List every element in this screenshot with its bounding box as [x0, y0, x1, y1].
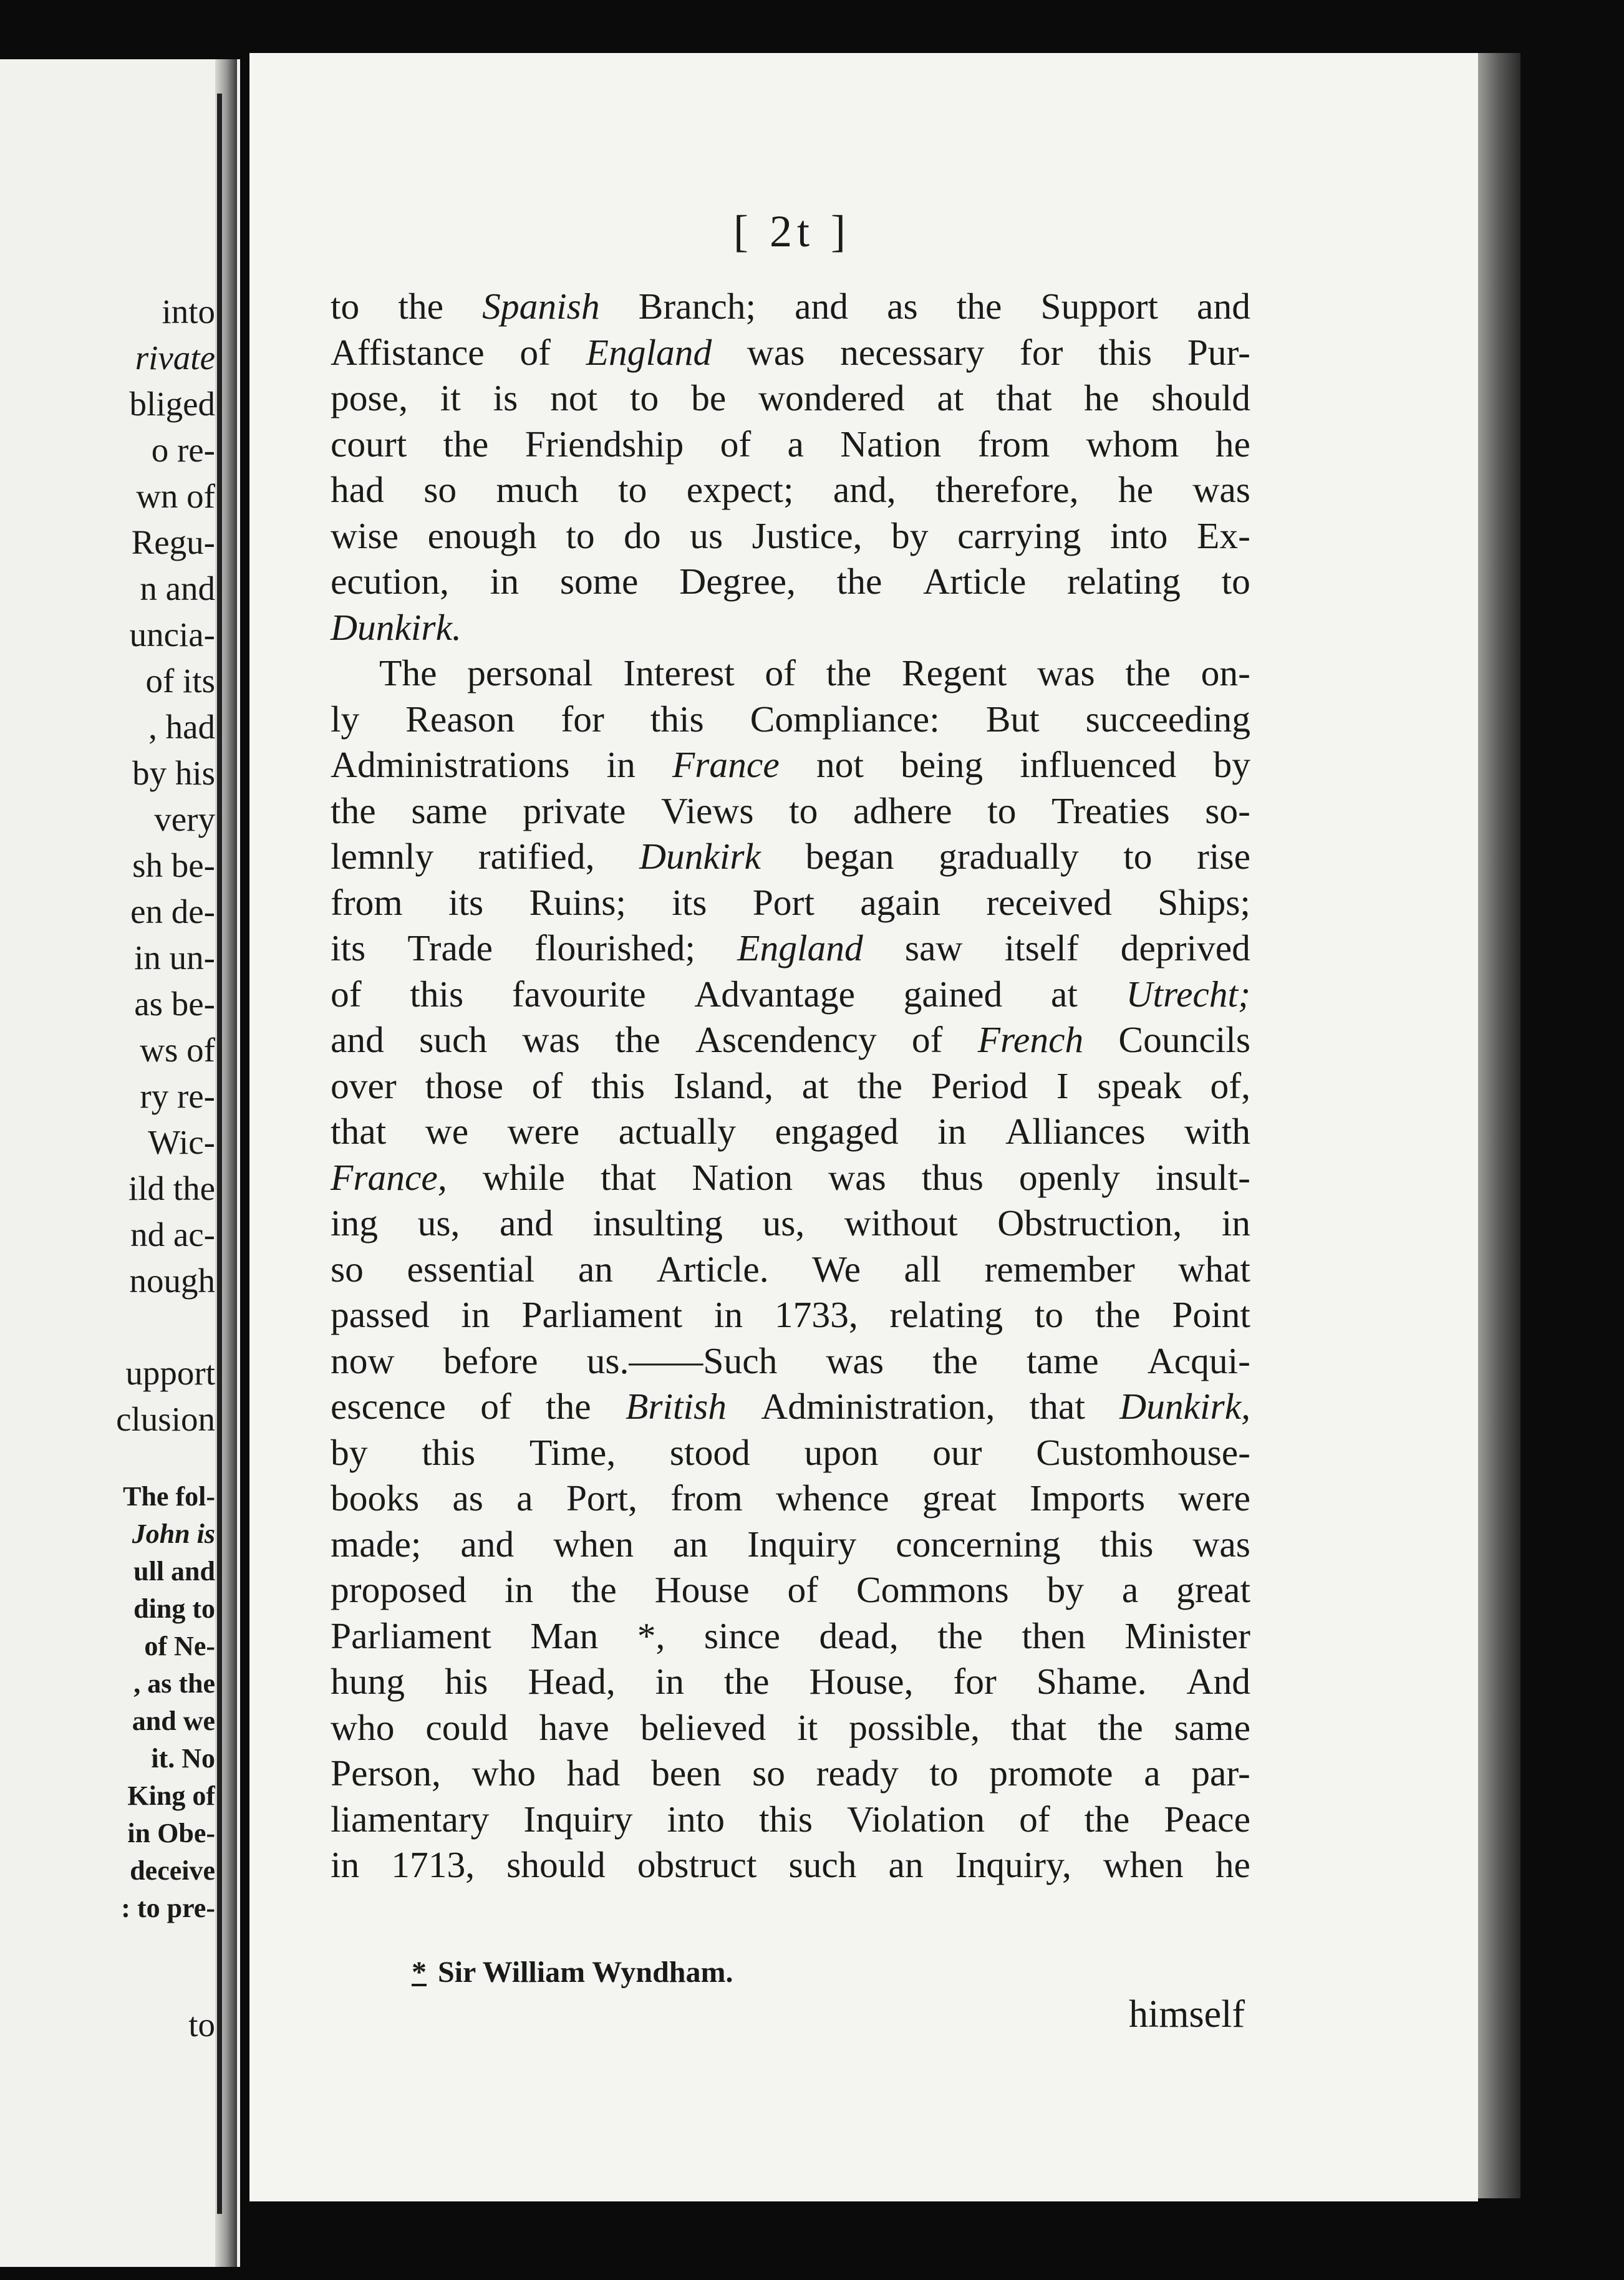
left-page-line: bliged — [129, 385, 215, 423]
left-page-line: n and — [140, 569, 215, 607]
left-page-line: uncia- — [129, 616, 215, 654]
text-line: lemnly ratified, Dunkirk began gradually to rise — [331, 836, 1250, 877]
body-text — [331, 284, 1250, 1888]
text-line: Parliament Man *, since dead, the then Minister — [331, 1615, 1250, 1656]
text-line: now before us.——Such was the tame Acqui- — [331, 1340, 1250, 1381]
text-line: wise enough to do us Justice, by carrying into Ex- — [331, 514, 1250, 556]
left-footnote-line: John is — [132, 1519, 215, 1549]
left-footnote-line: King of — [127, 1780, 215, 1811]
text-line: to the Spanish Branch; and as the Support and — [331, 286, 1250, 327]
left-page-line: nough — [129, 1262, 215, 1300]
text-line: court the Friendship of a Nation from whom he — [331, 423, 1250, 465]
text-line: by this Time, stood upon our Customhouse- — [331, 1431, 1250, 1473]
text-line: that we were actually engaged in Alliances with — [331, 1111, 1250, 1152]
left-page-line: Wic- — [148, 1123, 215, 1161]
text-line: ing us, and insulting us, without Obstruction, in — [331, 1202, 1250, 1244]
text-line: liamentary Inquiry into this Violation of the Peace — [331, 1798, 1250, 1840]
left-page-line: of its — [145, 662, 215, 700]
text-line: so essential an Article. We all remember what — [331, 1248, 1250, 1290]
text-line: ecution, in some Degree, the Article relating to — [331, 561, 1250, 602]
left-footnote-line: ull and — [133, 1556, 215, 1587]
left-footnote-line: of Ne- — [144, 1631, 215, 1661]
text-line: passed in Parliament in 1733, relating to the Point — [331, 1294, 1250, 1335]
text-line: its Trade flourished; England saw itself deprived — [331, 927, 1250, 969]
left-catchword: to — [188, 2006, 215, 2044]
text-line: France, while that Nation was thus openly insult- — [331, 1156, 1250, 1198]
footnote-mark: * — [412, 1956, 427, 1989]
left-page-line: ild the — [128, 1169, 215, 1207]
text-line: of this favourite Advantage gained at Utrecht; — [331, 973, 1250, 1015]
left-page-line: en de- — [130, 892, 215, 930]
text-line: the same private Views to adhere to Treaties so- — [331, 790, 1250, 831]
left-page-line: sh be- — [132, 846, 215, 884]
text-line: hung his Head, in the House, for Shame. And — [331, 1661, 1250, 1702]
left-footnote-line: it. No — [151, 1743, 215, 1774]
left-page-line: ry re- — [140, 1077, 215, 1115]
left-page-line: , had — [148, 708, 215, 746]
page-edge-shadow — [1478, 53, 1520, 2198]
left-page-line: into — [162, 292, 215, 331]
left-facing-page — [0, 59, 240, 2267]
page-binding-edge — [217, 94, 222, 2214]
text-line: ly Reason for this Compliance: But succeeding — [331, 698, 1250, 740]
left-page-line: wn of — [136, 477, 215, 515]
left-footnote-line: deceive — [130, 1855, 215, 1886]
text-line: from its Ruins; its Port again received Ships; — [331, 881, 1250, 923]
text-line: pose, it is not to be wondered at that he should — [331, 377, 1250, 418]
text-line: Dunkirk. — [331, 606, 462, 648]
left-page-line: clusion — [116, 1400, 215, 1438]
text-line: proposed in the House of Commons by a great — [331, 1569, 1250, 1610]
left-page-line: by his — [132, 754, 215, 792]
left-page-line: ws of — [140, 1031, 215, 1069]
catchword: himself — [1129, 1993, 1245, 2036]
left-page-line: upport — [125, 1354, 215, 1392]
left-page-line: as be- — [134, 985, 215, 1023]
text-line: escence of the British Administration, that Dunkirk, — [331, 1386, 1250, 1427]
left-page-line: in un- — [134, 939, 215, 977]
text-line: over those of this Island, at the Period I speak of, — [331, 1065, 1250, 1106]
text-line: who could have believed it possible, that the same — [331, 1706, 1250, 1748]
left-footnote-line: : to pre- — [121, 1893, 215, 1923]
left-footnote-line: , as the — [133, 1668, 215, 1699]
footnote-text: Sir William Wyndham. — [438, 1956, 733, 1989]
text-line: The personal Interest of the Regent was the on- — [379, 652, 1250, 693]
text-line: had so much to expect; and, therefore, he was — [331, 469, 1250, 510]
left-footnote-line: and we — [132, 1706, 215, 1736]
text-line: Administrations in France not being influenced by — [331, 744, 1250, 785]
left-page-line: rivate — [135, 339, 215, 377]
text-line: books as a Port, from whence great Imports were — [331, 1477, 1250, 1519]
left-footnote-line: in Obe- — [127, 1818, 215, 1848]
text-line: made; and when an Inquiry concerning this was — [331, 1523, 1250, 1565]
page-number: [ 2t ] — [733, 206, 851, 256]
text-line: Person, who had been so ready to promote a par- — [331, 1752, 1250, 1794]
text-line: in 1713, should obstruct such an Inquiry, when he — [331, 1844, 1250, 1885]
left-footnote-line: ding to — [133, 1593, 215, 1624]
left-footnote-line: The fol- — [123, 1481, 215, 1512]
left-page-line: o re- — [151, 431, 215, 469]
left-page-line: Regu- — [131, 523, 215, 561]
footnote — [412, 1955, 733, 1989]
left-page-line: nd ac- — [130, 1215, 215, 1254]
text-line: Affistance of England was necessary for this Pur- — [331, 331, 1250, 373]
left-page-line: very — [154, 800, 215, 838]
text-line: and such was the Ascendency of French Councils — [331, 1019, 1250, 1060]
